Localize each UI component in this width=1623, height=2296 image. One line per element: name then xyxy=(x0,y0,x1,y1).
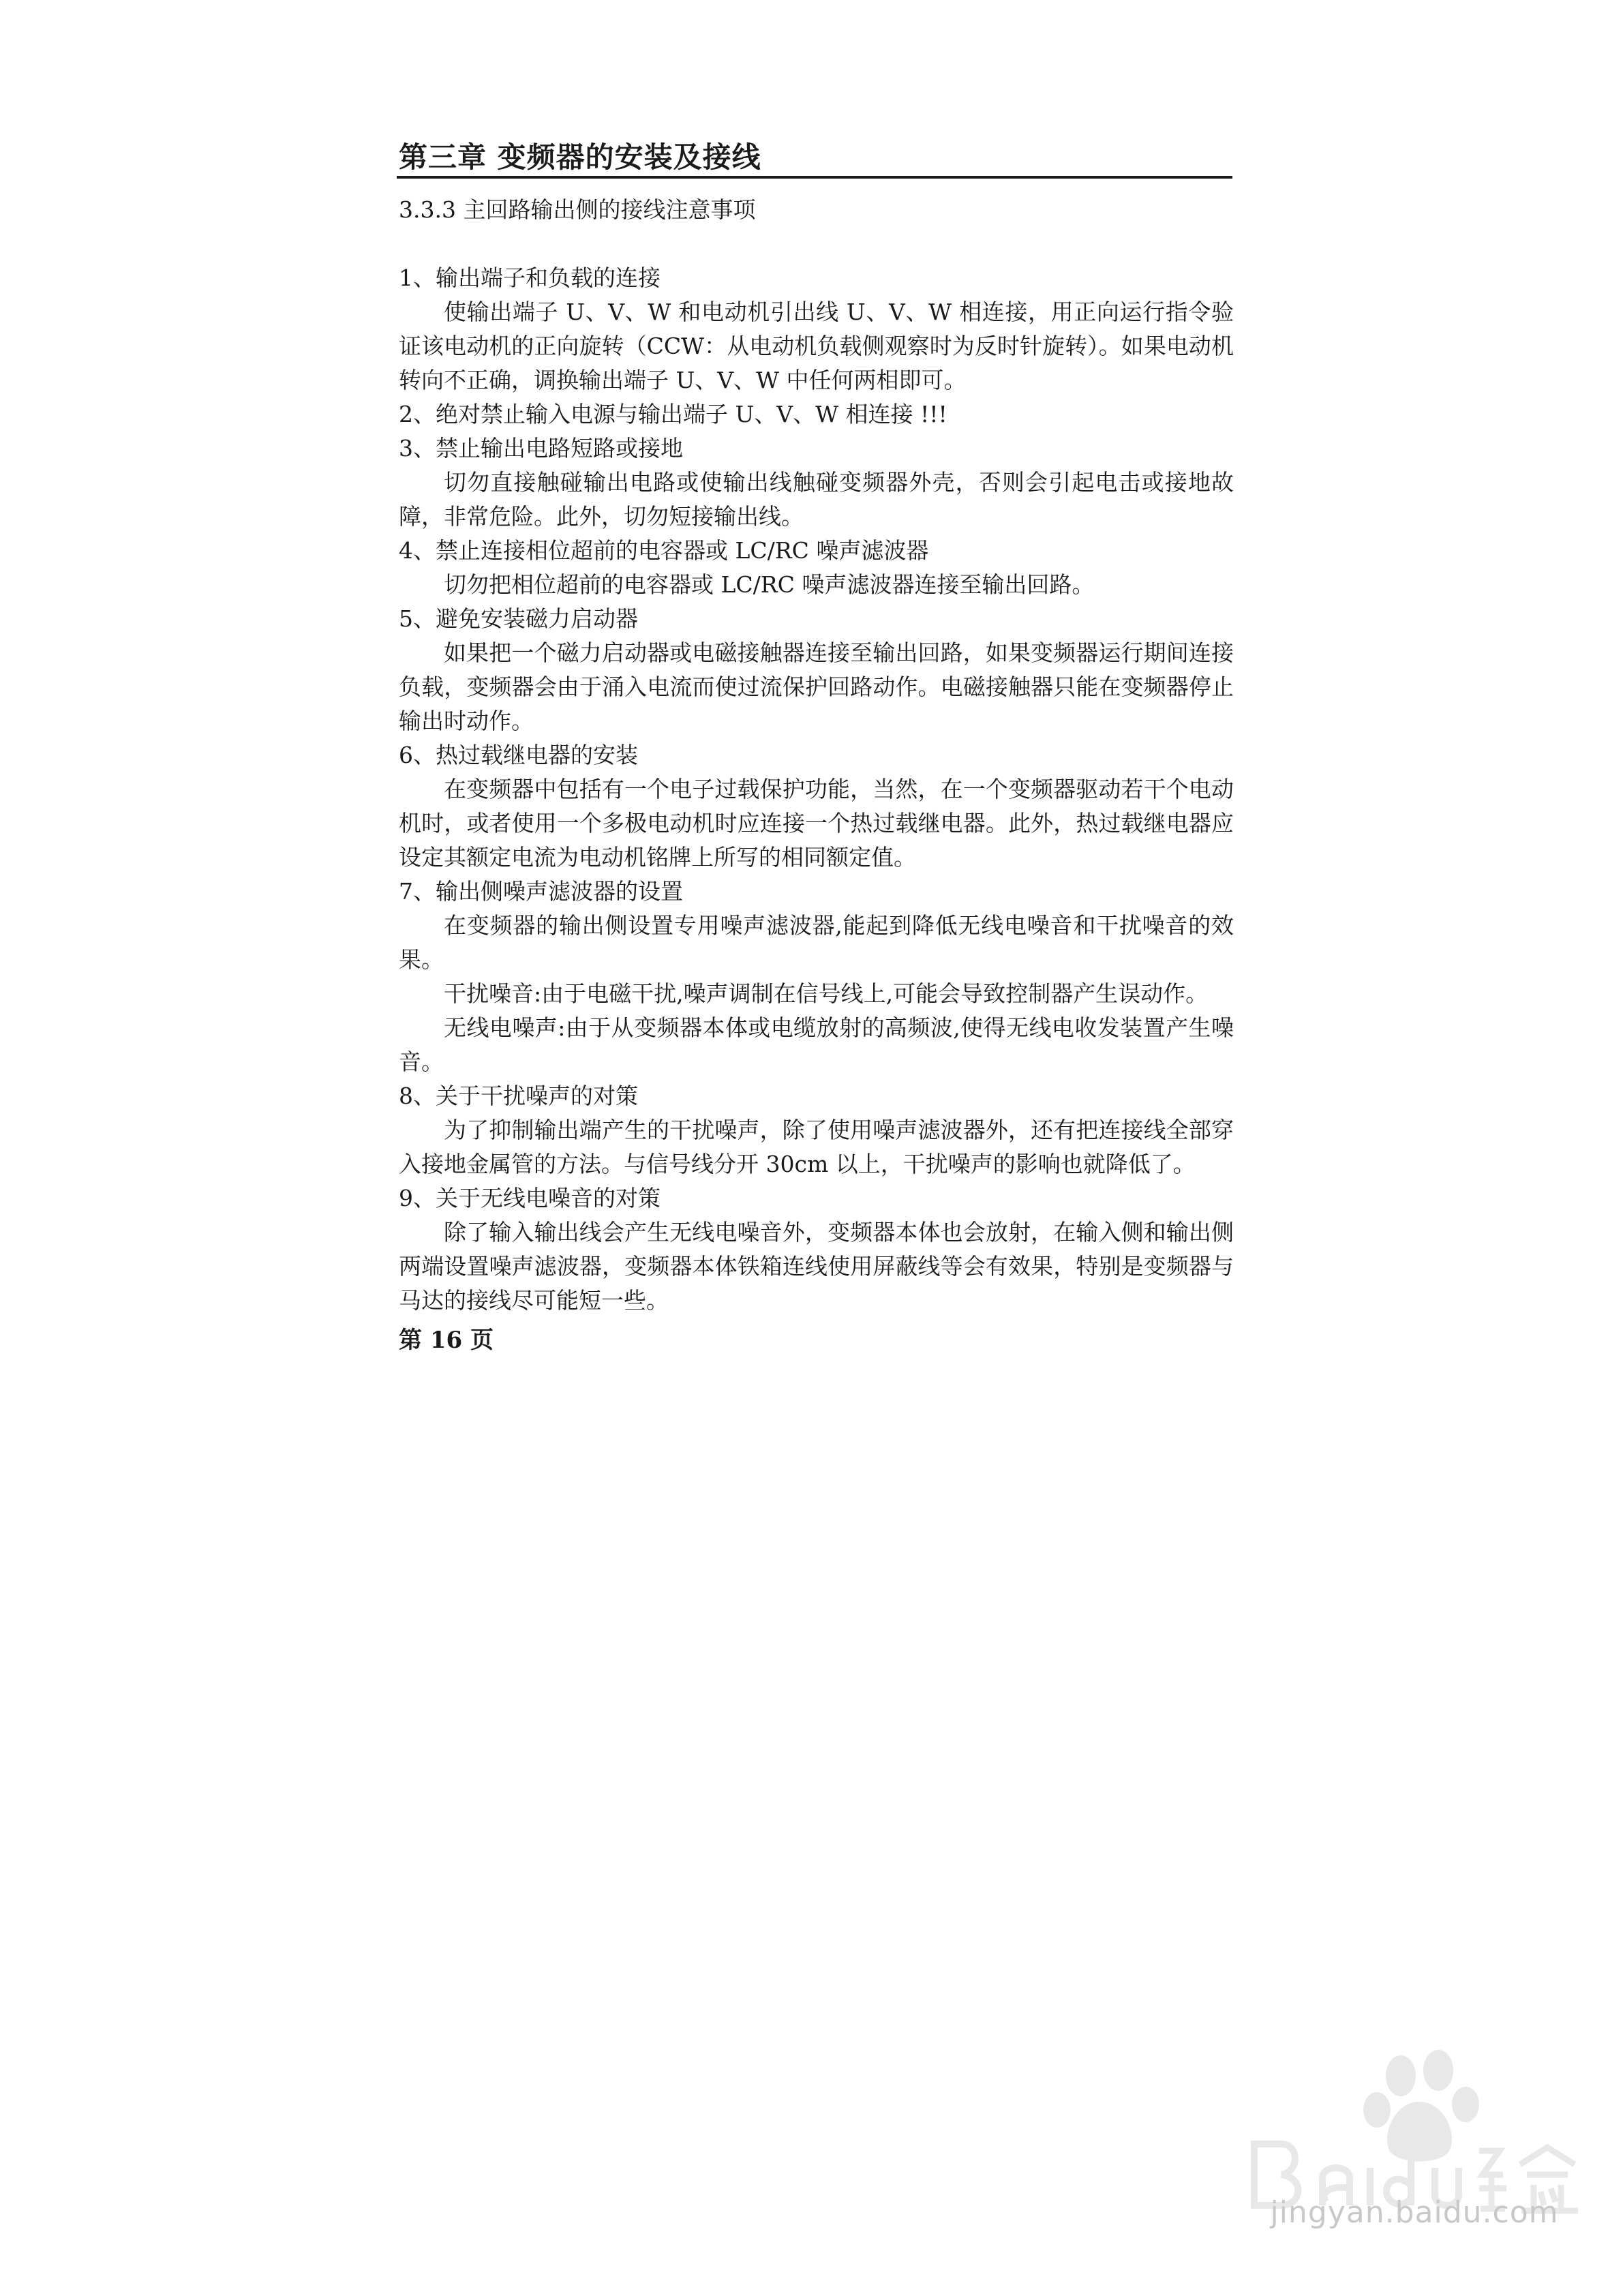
section-paragraph: 如果把一个磁力启动器或电磁接触器连接至输出回路，如果变频器运行期间连接负载，变频器会由于涌入电流而使过流保护回路动作。电磁接触器只能在变频器停止输出时动作。 xyxy=(399,639,1234,734)
section-6 xyxy=(399,738,1234,875)
section-paragraph: 在变频器中包括有一个电子过载保护功能，当然，在一个变频器驱动若干个电动机时，或者使用一个多极电动机时应连接一个热过载继电器。此外，热过载继电器应设定其额定电流为电动机铭牌上所写的相同额定值。 xyxy=(399,776,1234,871)
section-paragraph: 除了输入输出线会产生无线电噪音外，变频器本体也会放射，在输入侧和输出侧两端设置噪声滤波器，变频器本体铁箱连线使用屏蔽线等会有效果，特别是变频器与马达的接线尽可能短一些。 xyxy=(399,1219,1234,1314)
section-heading: 1、输出端子和负载的连接 xyxy=(399,265,661,291)
chapter-title: 第三章 变频器的安装及接线 xyxy=(399,140,761,174)
subsection-title: 3.3.3 主回路输出侧的接线注意事项 xyxy=(399,196,756,223)
section-paragraph: 切勿把相位超前的电容器或 LC/RC 噪声滤波器连接至输出回路。 xyxy=(444,571,1095,598)
document-body xyxy=(399,193,1234,1357)
section-4 xyxy=(399,534,1234,602)
section-paragraph: 在变频器的输出侧设置专用噪声滤波器,能起到降低无线电噪音和干扰噪音的效果。 xyxy=(399,912,1234,973)
section-paragraph: 干扰噪音:由于电磁干扰,噪声调制在信号线上,可能会导致控制器产生误动作。 xyxy=(444,980,1209,1007)
section-heading: 3、禁止输出电路短路或接地 xyxy=(399,435,683,462)
section-heading: 2、绝对禁止输入电源与输出端子 U、V、W 相连接 !!! xyxy=(399,401,947,427)
section-3 xyxy=(399,432,1234,534)
section-heading: 9、关于无线电噪音的对策 xyxy=(399,1185,661,1211)
page-number: 第 16 页 xyxy=(399,1327,494,1354)
section-paragraph: 使输出端子 U、V、W 和电动机引出线 U、V、W 相连接，用正向运行指令验证该电动机的正向旋转（CCW：从电动机负载侧观察时为反时针旋转）。如果电动机转向不正确，调换输出端子 U、V、W 中任何两相即可。 xyxy=(399,299,1234,393)
section-heading: 4、禁止连接相位超前的电容器或 LC/RC 噪声滤波器 xyxy=(399,537,929,564)
section-heading: 8、关于干扰噪声的对策 xyxy=(399,1083,638,1109)
header-rule xyxy=(397,176,1232,179)
section-1 xyxy=(399,261,1234,397)
section-heading: 5、避免安装磁力启动器 xyxy=(399,605,638,632)
watermark-url: jingyan.baidu.com xyxy=(1270,2195,1559,2230)
section-paragraph: 无线电噪声:由于从变频器本体或电缆放射的高频波,使得无线电收发装置产生噪音。 xyxy=(399,1014,1234,1075)
section-paragraph: 为了抑制输出端产生的干扰噪声，除了使用噪声滤波器外，还有把连接线全部穿入接地金属管的方法。与信号线分开 30cm 以上，干扰噪声的影响也就降低了。 xyxy=(399,1117,1234,1177)
section-5 xyxy=(399,602,1234,738)
section-9 xyxy=(399,1181,1234,1318)
section-heading: 6、热过载继电器的安装 xyxy=(399,742,638,768)
section-8 xyxy=(399,1079,1234,1181)
section-7 xyxy=(399,875,1234,1079)
section-paragraph: 切勿直接触碰输出电路或使输出线触碰变频器外壳，否则会引起电击或接地故障，非常危险。此外，切勿短接输出线。 xyxy=(399,469,1234,530)
section-heading: 7、输出侧噪声滤波器的设置 xyxy=(399,878,683,905)
section-2 xyxy=(399,397,1234,432)
